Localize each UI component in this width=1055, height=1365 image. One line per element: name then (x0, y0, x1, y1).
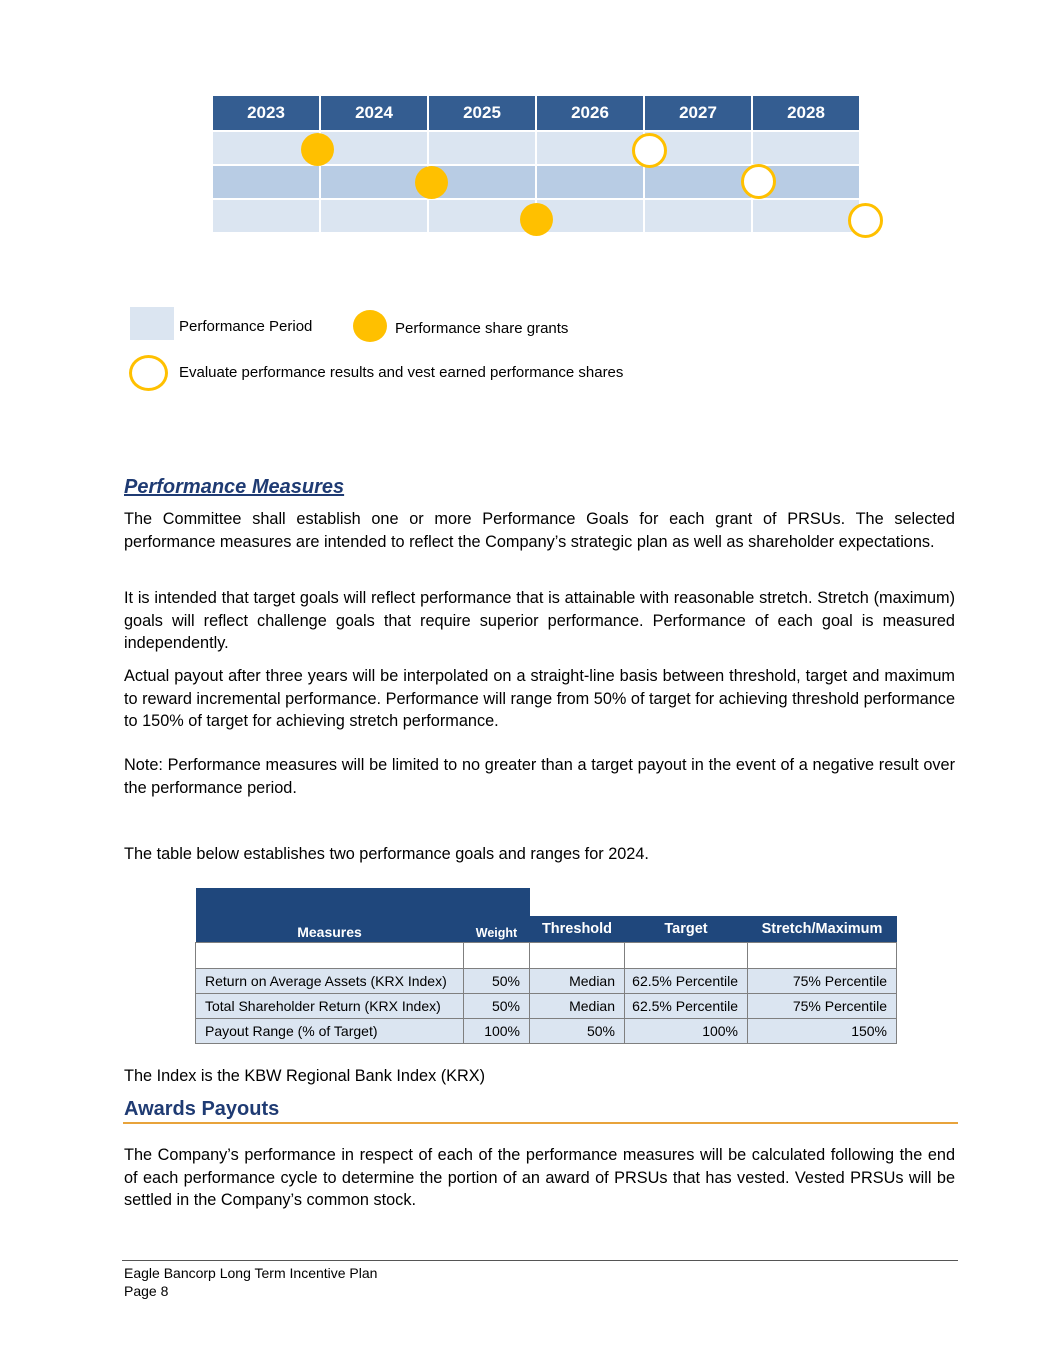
footer-divider (122, 1260, 958, 1261)
legend-evaluate: Evaluate performance results and vest earned performance shares (179, 364, 624, 381)
vest-ring-icon (848, 203, 883, 238)
table-row (196, 1019, 897, 1044)
cell-target: 62.5% Percentile (625, 994, 748, 1019)
table-intro: The table below establishes two performance goals and ranges for 2024. (124, 845, 649, 863)
year-2023: 2023 (212, 95, 320, 131)
note-paragraph: Note: Performance measures will be limited to no greater than a target payout in the event of a negative result over the performance period. (124, 756, 955, 797)
page-number: Page 8 (124, 1283, 169, 1299)
header-target-cell (625, 888, 748, 943)
legend-performance-period: Performance Period (179, 318, 313, 335)
header-weight: Weight (464, 888, 530, 943)
cell-threshold: Median (530, 994, 625, 1019)
cell-target: 100% (625, 1019, 748, 1044)
index-note: The Index is the KBW Regional Bank Index (KRX) (124, 1067, 486, 1085)
cell-target: 62.5% Percentile (625, 969, 748, 994)
section-divider (123, 1122, 958, 1124)
performance-measures-heading: Performance Measures (124, 476, 345, 498)
cell-weight: 50% (464, 994, 530, 1019)
header-threshold-cell (530, 888, 625, 943)
year-2024: 2024 (320, 95, 428, 131)
grant-dot-icon (520, 203, 553, 236)
grant-dot-icon (301, 133, 334, 166)
table-header-row (196, 888, 897, 943)
cell-measure: Payout Range (% of Target) (196, 1019, 464, 1044)
header-measures: Measures (196, 888, 464, 943)
awards-payouts-heading: Awards Payouts (124, 1098, 280, 1120)
paragraph: Actual payout after three years will be interpolated on a straight-line basis between threshold, target and maximum to reward incremental performance. Performance will range from 50% of target for achieving threshold performance to 150% of target for achieving stretch performance. (124, 667, 955, 731)
cell-measure: Total Shareholder Return (KRX Index) (196, 994, 464, 1019)
table-row (196, 969, 897, 994)
paragraph: The Committee shall establish one or more Performance Goals for each grant of PRSUs. The selected performance measures are intended to reflect the Company’s strategic plan as well as shareholder expectations. (124, 510, 955, 551)
performance-period-swatch (130, 307, 174, 340)
vest-ring-icon (129, 355, 168, 391)
cell-weight: 50% (464, 969, 530, 994)
year-2028: 2028 (752, 95, 860, 131)
paragraph: It is intended that target goals will reflect performance that is attainable with reasonable stretch. Stretch (maximum) goals will reflect challenge goals that require superior performance. Performance of each goal is measured independently. (124, 589, 955, 653)
header-target: Target (625, 916, 748, 942)
year-2027: 2027 (644, 95, 752, 131)
cell-stretch: 150% (748, 1019, 897, 1044)
header-stretch-maximum: Stretch/Maximum (748, 916, 897, 942)
header-stretch-cell (748, 888, 897, 943)
grant-dot-icon (353, 310, 387, 342)
cell-stretch: 75% Percentile (748, 994, 897, 1019)
cell-stretch: 75% Percentile (748, 969, 897, 994)
legend-share-grants: Performance share grants (395, 320, 569, 337)
year-2026: 2026 (536, 95, 644, 131)
cell-threshold: Median (530, 969, 625, 994)
paragraph: The Company’s performance in respect of each of the performance measures will be calculated following the end of each performance cycle to determine the portion of an award of PRSUs that has vested. Vested PRSUs will be settled in the Company’s common stock. (124, 1146, 955, 1210)
cell-weight: 100% (464, 1019, 530, 1044)
vest-ring-icon (741, 164, 776, 199)
table-spacer-row (196, 943, 897, 969)
table-row (196, 994, 897, 1019)
cell-measure: Return on Average Assets (KRX Index) (196, 969, 464, 994)
measures-table (195, 888, 897, 1044)
year-2025: 2025 (428, 95, 536, 131)
header-threshold: Threshold (530, 916, 625, 942)
footer-title: Eagle Bancorp Long Term Incentive Plan (124, 1265, 378, 1281)
cell-threshold: 50% (530, 1019, 625, 1044)
grant-dot-icon (415, 166, 448, 199)
vest-ring-icon (632, 133, 667, 168)
